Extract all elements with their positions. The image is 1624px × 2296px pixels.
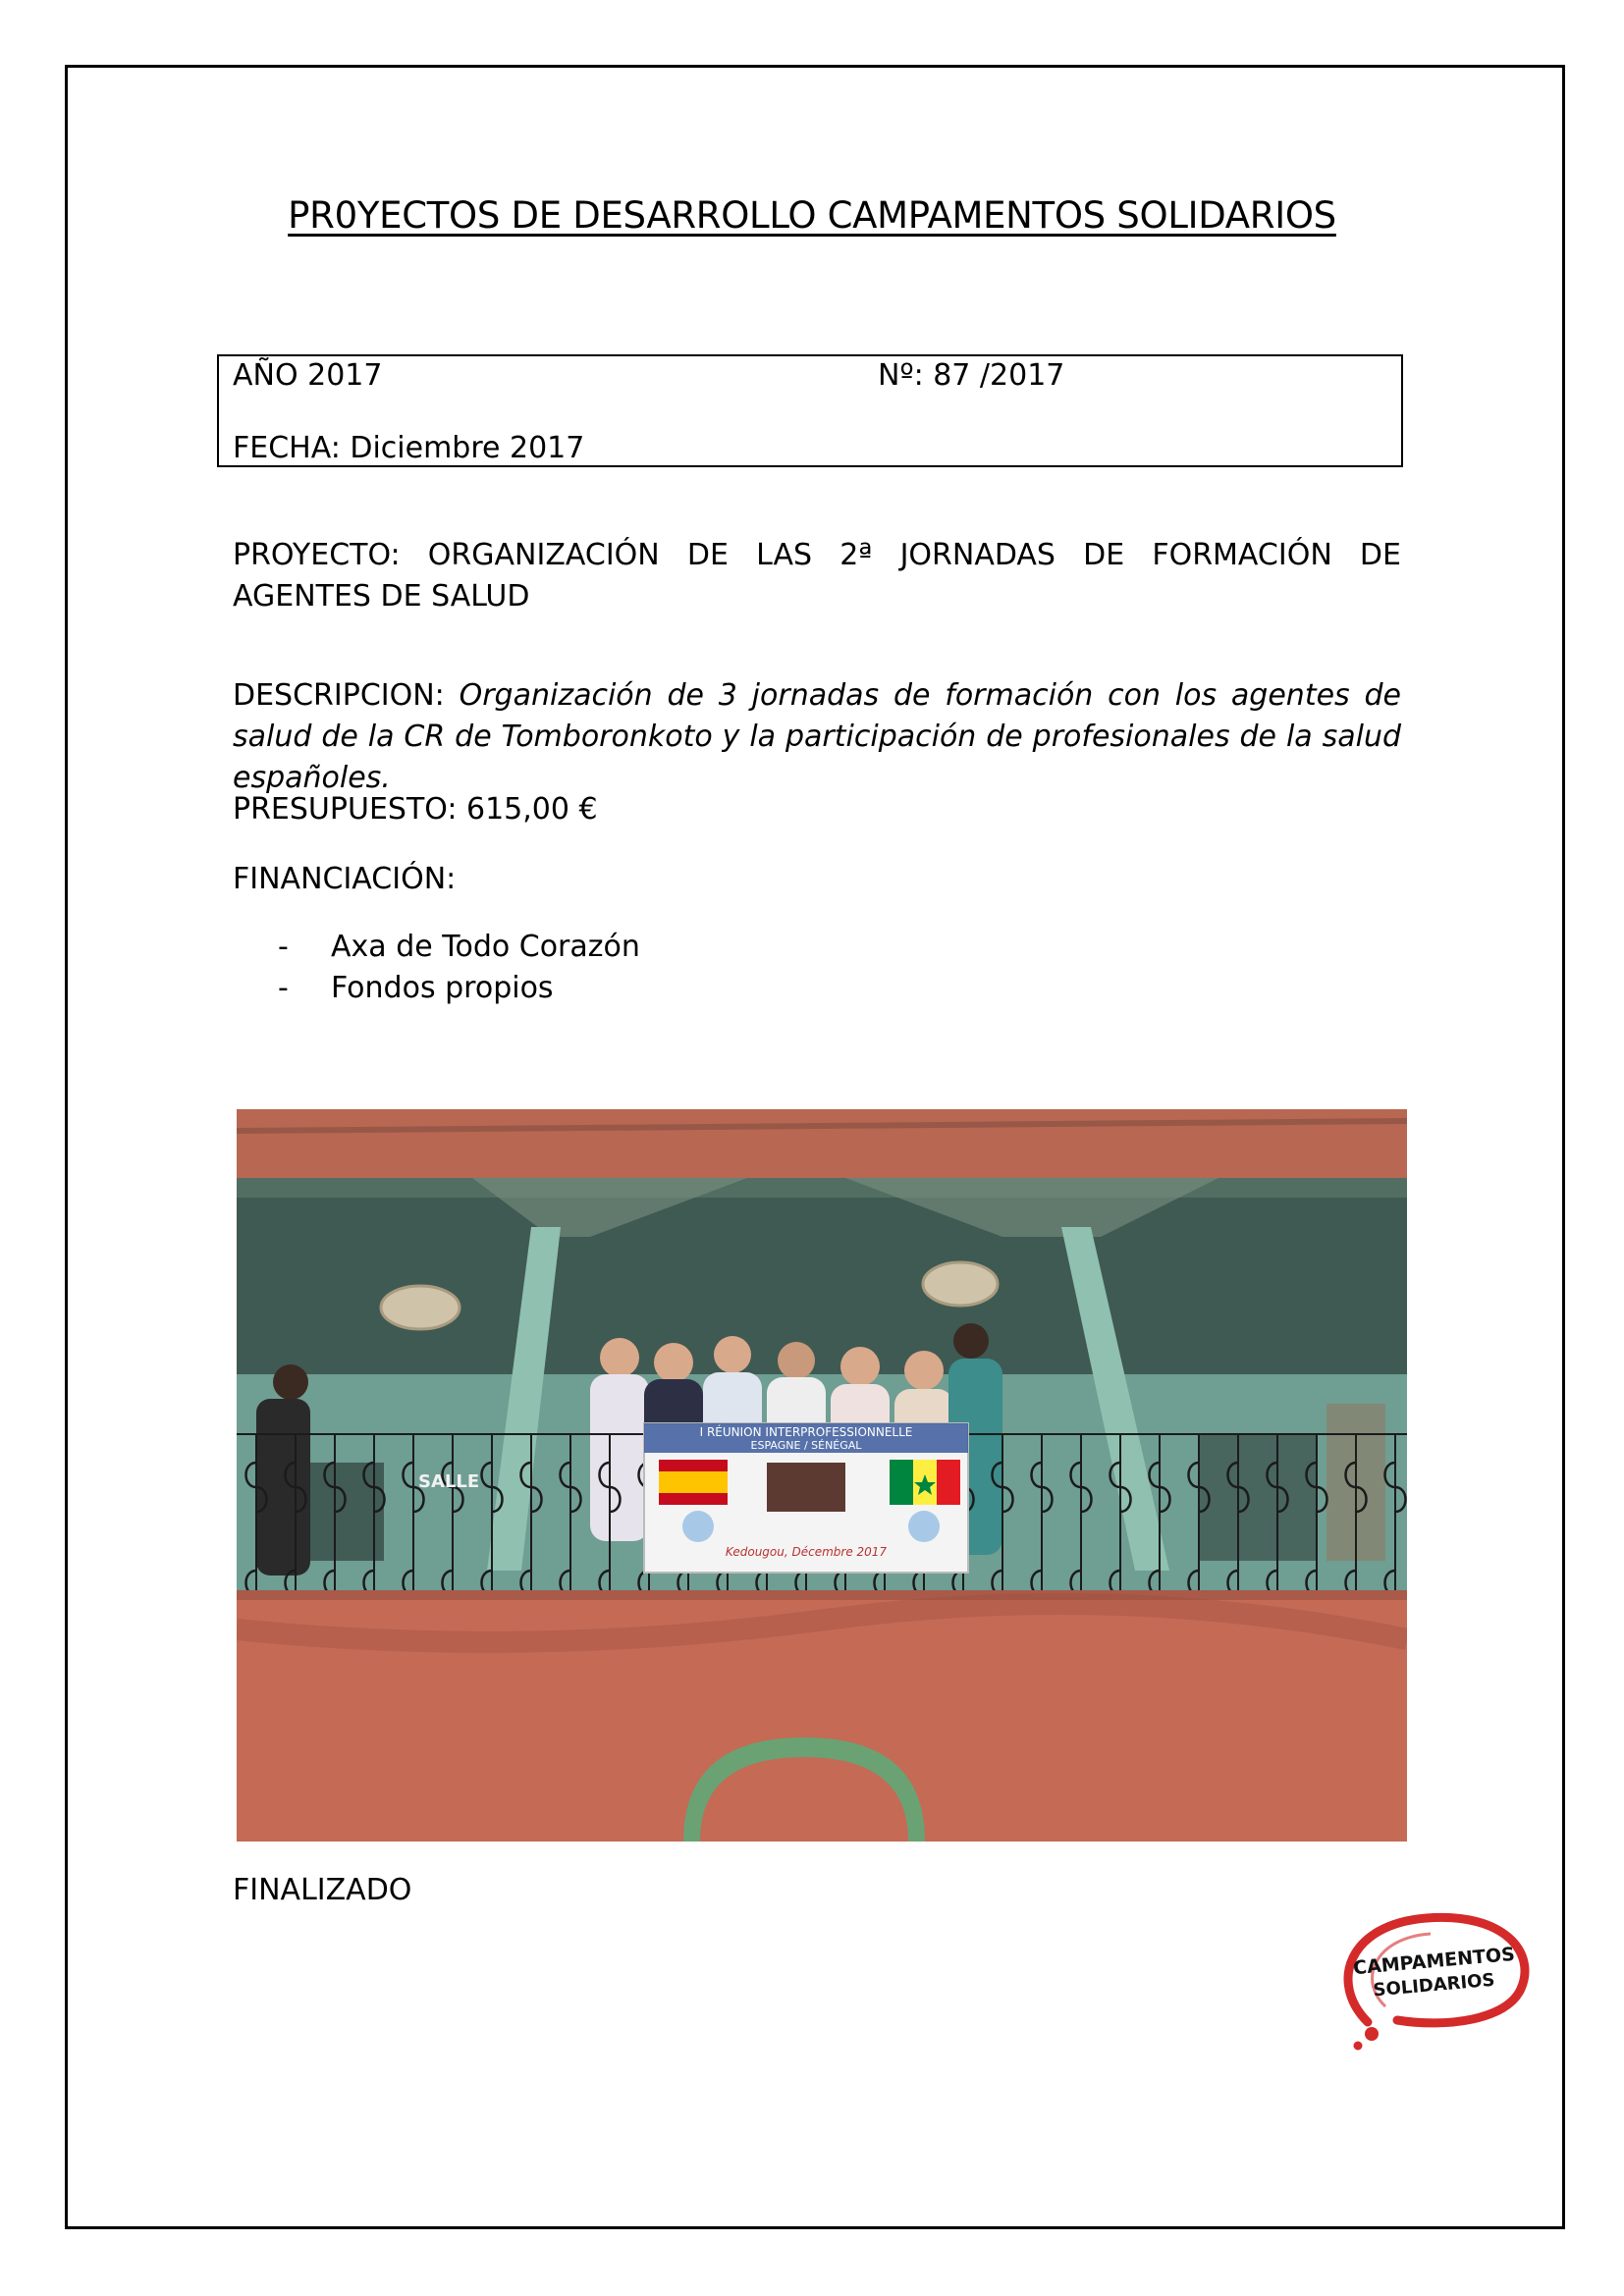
sign-text: SALLE: [418, 1471, 480, 1492]
year-field: AÑO 2017: [233, 358, 383, 393]
funding-list: [278, 927, 640, 1009]
logo-line1: CAMPAMENTOS: [1352, 1943, 1516, 1980]
bullet: -: [278, 930, 289, 964]
funding-label: FINANCIACIÓN:: [233, 862, 457, 896]
banner-footer: Kedougou, Décembre 2017: [725, 1545, 888, 1559]
banner: [644, 1423, 968, 1573]
senegal-flag: [890, 1460, 960, 1505]
info-box: [217, 354, 1403, 467]
bullet: -: [278, 971, 289, 1005]
description-text: Organización de 3 jornadas de formación con los agentes de salud de la CR de Tomboronkoto y la participación de profesionales de la salud españoles.: [233, 678, 1401, 795]
status-label: FINALIZADO: [233, 1873, 412, 1907]
banner-title: I RÉUNION INTERPROFESSIONNELLE: [699, 1425, 913, 1439]
logo-line2: SOLIDARIOS: [1372, 1969, 1496, 2002]
project-photo: [237, 1109, 1407, 1842]
description-label: DESCRIPCION:: [233, 678, 445, 713]
date-field: FECHA: Diciembre 2017: [233, 431, 585, 465]
campamentos-solidarios-logo: [1328, 1904, 1537, 2057]
page-title: PR0YECTOS DE DESARROLLO CAMPAMENTOS SOLIDARIOS: [288, 194, 1336, 237]
budget: PRESUPUESTO: 615,00 €: [233, 792, 598, 827]
project-title: PROYECTO: ORGANIZACIÓN DE LAS 2ª JORNADAS DE FORMACIÓN DE AGENTES DE SALUD: [233, 538, 1401, 614]
list-item: [278, 968, 640, 1009]
description: [233, 675, 1401, 799]
funding-item: Fondos propios: [331, 971, 554, 1005]
list-item: [278, 927, 640, 968]
banner-subtitle: ESPAGNE / SÉNÉGAL: [750, 1439, 862, 1452]
spain-flag: [659, 1460, 728, 1505]
funding-item: Axa de Todo Corazón: [331, 930, 640, 964]
number-field: Nº: 87 /2017: [878, 358, 1065, 393]
